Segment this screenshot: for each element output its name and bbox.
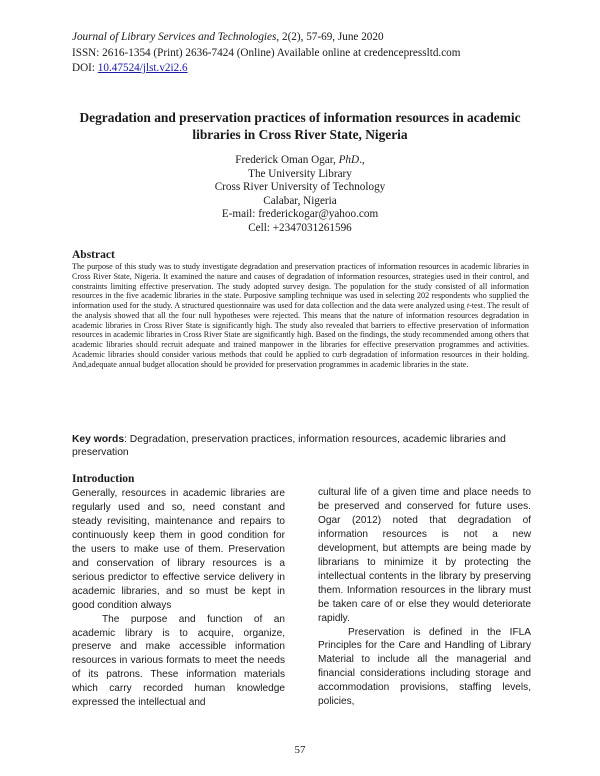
introduction-left-column	[72, 487, 285, 710]
author-email: E-mail: frederickogar@yahoo.com	[221, 208, 379, 220]
doi-link[interactable]: 10.47524/jlst.v2i2.6	[97, 62, 188, 74]
issn-line: ISSN: 2616-1354 (Print) 2636-7424 (Online) Available online at credencepressltd.com	[72, 46, 461, 59]
abstract-text-part-1: The purpose of this study was to study investigate degradation and preservation practices of information resources in academic libraries in Cross River State, Nigeria. It examined the nature and causes of degradation of information resources, strategies used in their control, and constraints limiting effective preservation. The study adopted survey design. The population for the study consisted of all information resources in the five academic libraries in the state. Purposive sampling technique was used in selecting 202 respondents who supplied the information used for the study. A structured questionnaire was used for data collection and the data were analyzed using	[72, 262, 529, 310]
journal-name: Journal of Library Services and Technologies,	[72, 31, 280, 43]
intro-left-paragraph-1: Generally, resources in academic libraries are regularly used and so, need constant and steady revisiting, maintenance and repairs to continuously keep them in good condition for the users to make use of them. Preservation and conservation of library resources is a serious predictor to effective service delivery in academic libraries, and so must be kept in good condition always	[72, 488, 285, 611]
volume-issue-pages: 2(2), 57-69, June 2020	[279, 31, 384, 43]
author-department: The University Library	[248, 167, 352, 180]
author-name: Frederick Oman Ogar,	[235, 154, 339, 166]
abstract-body	[72, 262, 529, 369]
journal-citation-line	[72, 30, 542, 46]
abstract-t-test: t	[466, 301, 470, 310]
intro-right-paragraph-1: cultural life of a given time and place needs to be preserved and conserved for future uses. Ogar (2012) noted that degradation of information resources is not a new development, but attempts are being made by librarians to minimize it by protecting the intellectual contents in the library by preserving them. Information resources in the library must be taken care of or else they would deteriorate rapidly.	[318, 487, 531, 624]
author-name-suffix: .,	[359, 154, 365, 166]
author-city: Calabar, Nigeria	[263, 194, 337, 207]
author-university: Cross River University of Technology	[214, 181, 386, 193]
keywords-label: Key words	[72, 434, 125, 445]
paper-title: Degradation and preservation practices of information resources in academic libraries in Cross River State, Nigeria	[79, 110, 521, 142]
keywords	[72, 433, 530, 459]
page-number: 57	[294, 744, 306, 756]
abstract-text-part-2: -test. The result of the analysis showed that all the four null hypotheses were rejected. This means that the nature of information resources degradation in academic libraries in Cross River State is significantly high. The study also revealed that barriers to effective preservation of information resources in academic libraries in Cross River State are significantly high. Based on the findings, the study recommended among others that academic libraries should recruit adequate and trained manpower in the libraries for effective preservation programmes and activities. Academic libraries should consider various methods that could be applied to curb degradation of information resources in their holding. And,adequate annual budget allocation should be provided for preservation programmes in academic libraries in the state.	[72, 301, 530, 369]
abstract-heading: Abstract	[72, 249, 115, 261]
author-name-line	[72, 154, 528, 168]
journal-header	[72, 30, 542, 77]
introduction-heading: Introduction	[72, 473, 135, 485]
doi-label: DOI:	[72, 62, 98, 74]
intro-left-paragraph-2: The purpose and function of an academic library is to acquire, organize, preserve and make accessible information resources in various formats to meet the needs of its patrons. These information materials which carry recorded human knowledge expressed the intellectual and	[72, 613, 285, 709]
doi-line	[72, 61, 542, 77]
introduction-right-column	[318, 486, 531, 709]
author-block	[72, 154, 528, 235]
author-degree: PhD	[338, 154, 360, 166]
intro-right-paragraph-2: Preservation is defined in the IFLA Principles for the Care and Handling of Library Material to include all the managerial and financial considerations including storage and accommodation provisions, staffing levels, policies,	[318, 626, 531, 708]
keywords-text: : Degradation, preservation practices, information resources, academic libraries and preservation	[72, 434, 506, 458]
author-cell: Cell: +2347031261596	[248, 221, 352, 234]
